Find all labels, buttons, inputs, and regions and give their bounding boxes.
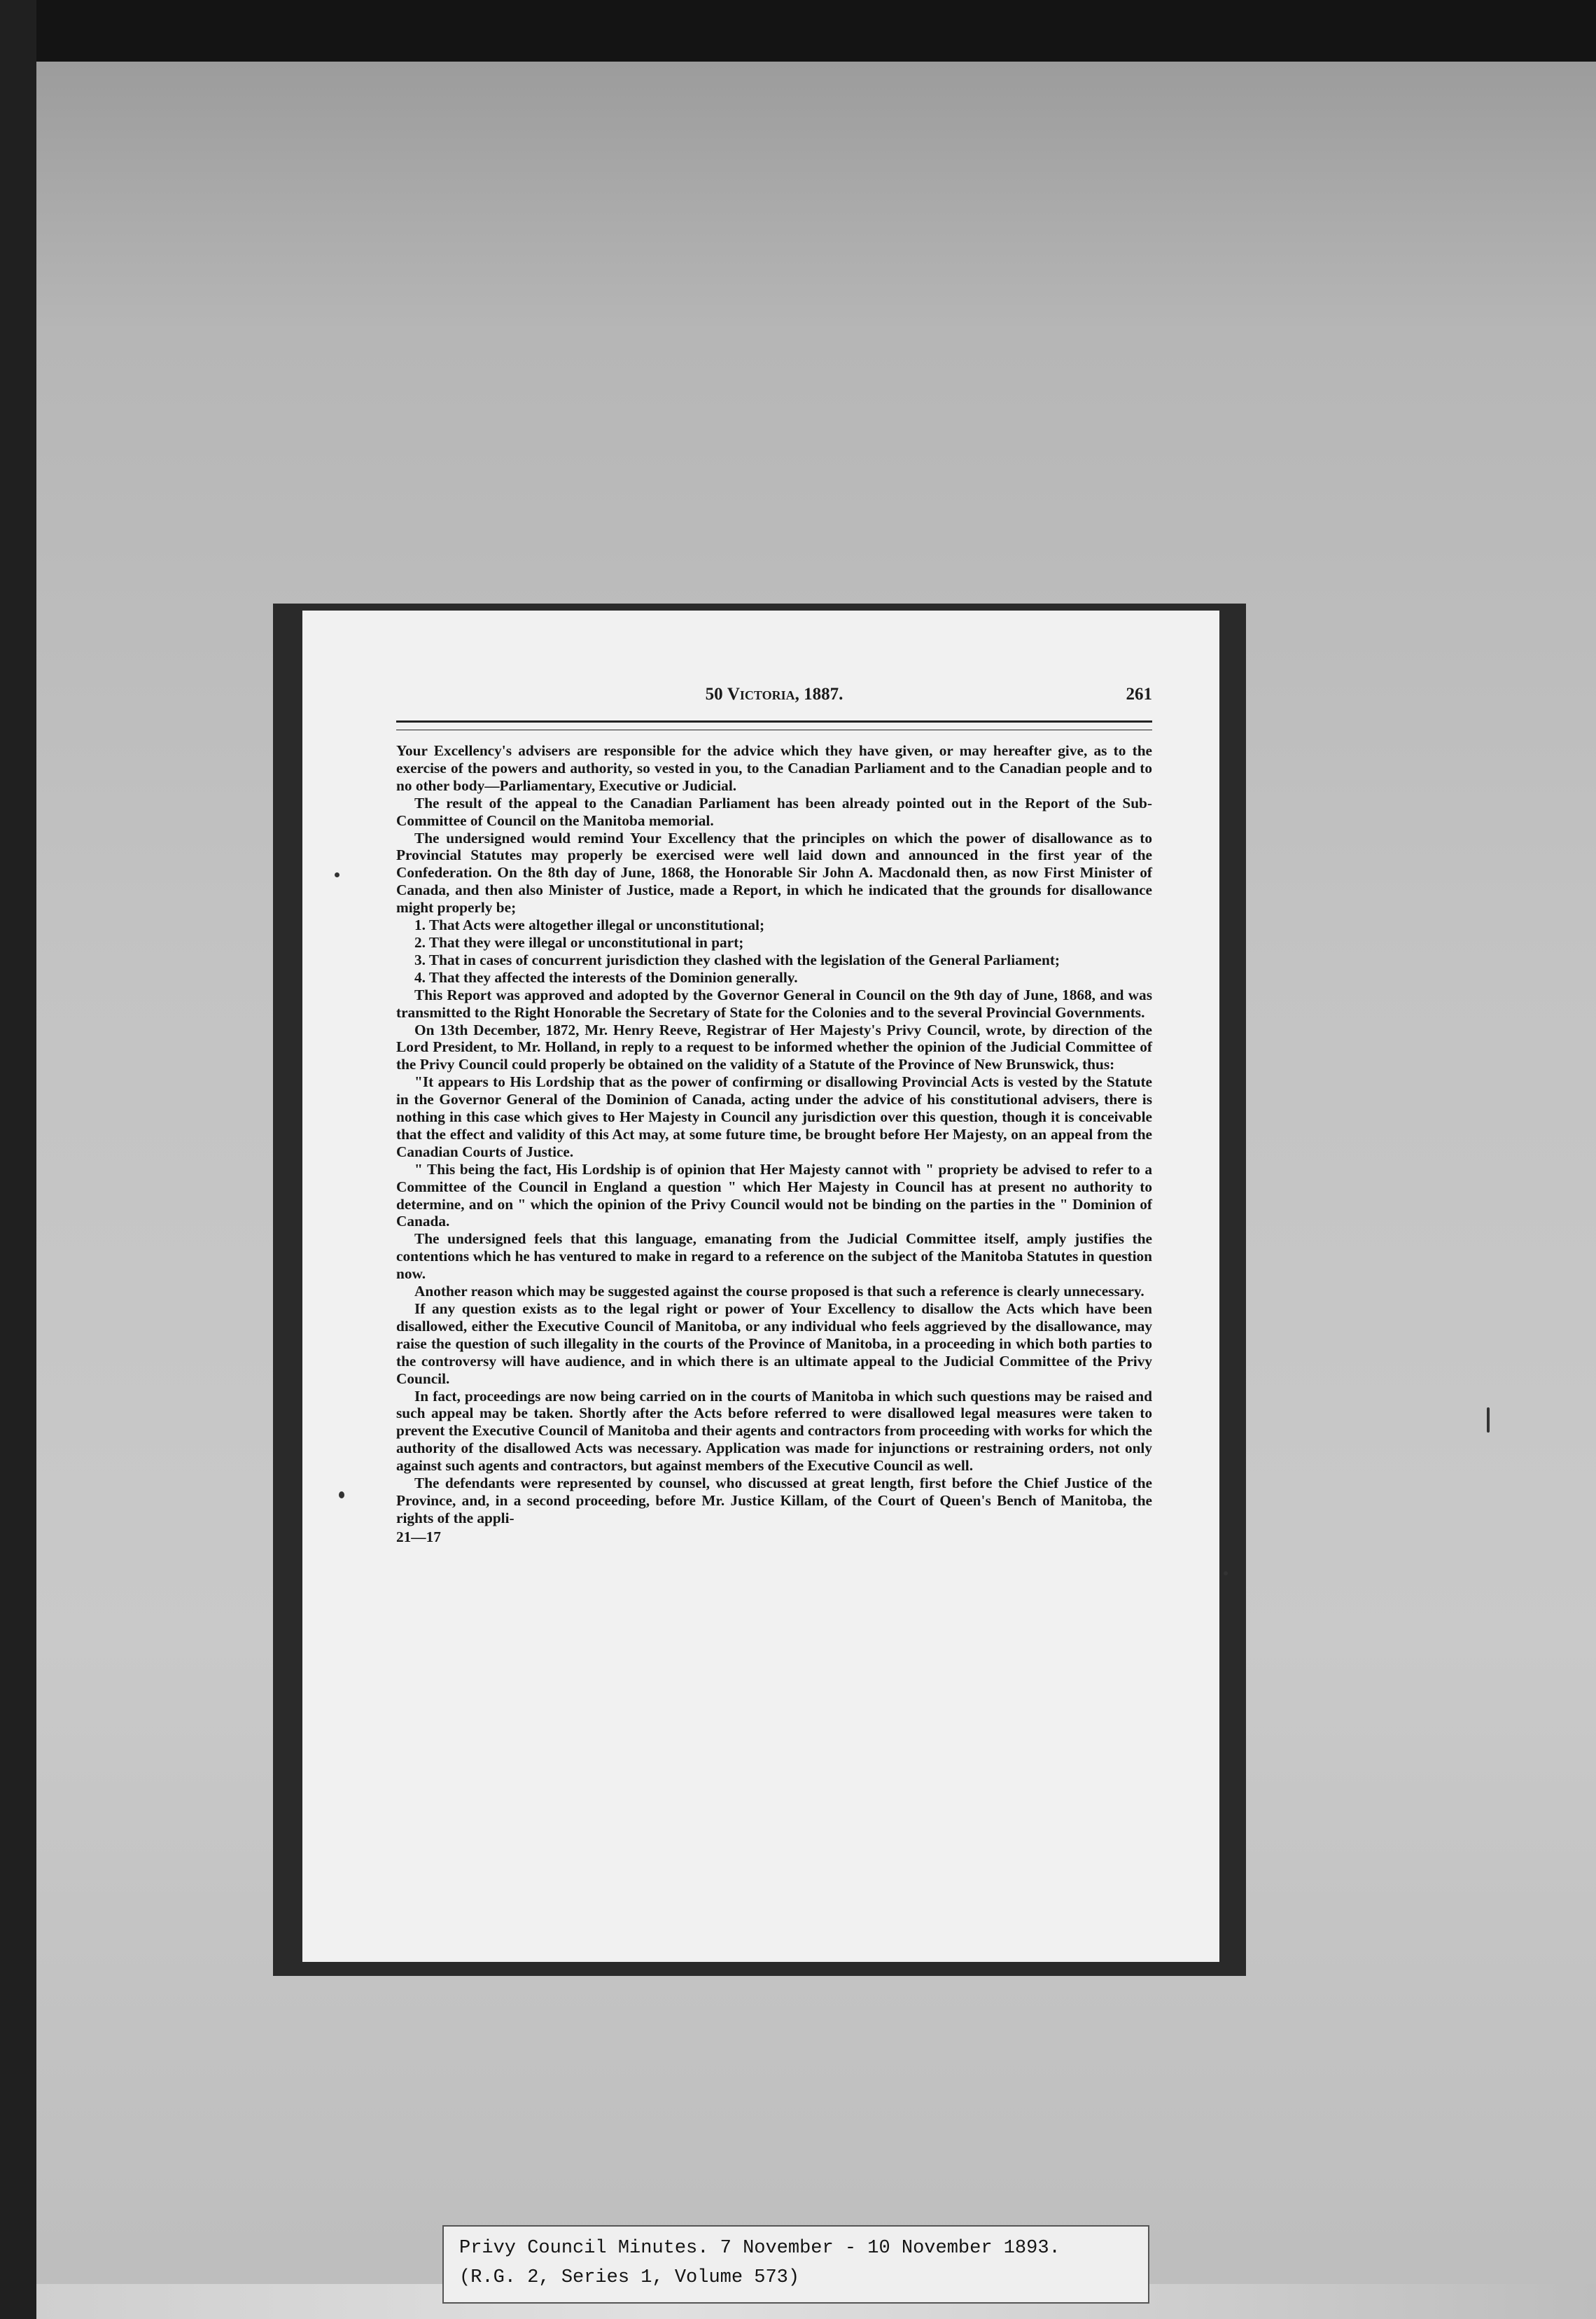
- document-page: [302, 611, 1219, 1962]
- film-speck: [1224, 1571, 1228, 1575]
- archive-label-line1: Privy Council Minutes. 7 November - 10 November 1893.: [459, 2238, 1060, 2259]
- list-item: 1. That Acts were altogether illegal or unconstitutional;: [414, 917, 765, 934]
- signature-mark: 21—17: [396, 1528, 441, 1545]
- quotation: "It appears to His Lordship that as the power of confirming or disallowing Provincial Acts is vested by the Statute in the Governor General of the Dominion of Canada, acting under the advice of his constitutional advisers, there is nothing in this case which gives to Her Majesty in Council any jurisdiction over this question, though it is conceivable that the effect and validity of this Act may, at some future time, be brought before Her Majesty, on an appeal from the Canadian Courts of Justice.: [396, 1073, 1152, 1160]
- paragraph: If any question exists as to the legal right or power of Your Excellency to disallow the Acts which have been disallowed, either the Executive Council of Manitoba, or any individual who feels aggrieved by the disallowance, may raise the question of such illegality in the courts of the Province of Manitoba, in a proceeding in which both parties to the controversy will have audience, and in which there is an ultimate appeal to the Judicial Committee of the Privy Council.: [396, 1300, 1152, 1387]
- paragraph: The result of the appeal to the Canadian Parliament has been already pointed out in the Report of the Sub-Committee of Council on the Manitoba memorial.: [396, 794, 1152, 829]
- page-number: 261: [1126, 685, 1152, 704]
- list-item: 3. That in cases of concurrent jurisdiction they clashed with the legislation of the General Parliament;: [414, 951, 1060, 968]
- film-top-edge: [0, 0, 1596, 62]
- list-item: 4. That they affected the interests of the Dominion generally.: [414, 968, 798, 986]
- reign-name: Victoria: [727, 685, 795, 704]
- running-head: [396, 685, 1152, 713]
- film-speck: [1487, 1407, 1490, 1433]
- film-speck: [335, 872, 340, 877]
- archive-label: [442, 2225, 1149, 2304]
- header-rule: [396, 720, 1152, 730]
- session-number: 50: [705, 685, 723, 704]
- archive-label-line2: (R.G. 2, Series 1, Volume 573): [459, 2267, 800, 2288]
- paragraph: In fact, proceedings are now being carried on in the courts of Manitoba in which such questions may be raised and such appeal may be taken. Shortly after the Acts before referred to were disallowed legal measures were taken to prevent the Executive Council of Manitoba and their agents and contractors from proceeding with works for which the authority of the disallowed Acts was necessary. Application was made for injunctions or restraining orders, not only against such agents and contractors, but against members of the Executive Council as well.: [396, 1387, 1152, 1475]
- paragraph: The undersigned feels that this language, emanating from the Judicial Committee itself, amply justifies the contentions which he has ventured to make in regard to a reference on the subject of the Manitoba Statutes in question now.: [396, 1230, 1152, 1283]
- paragraph: The undersigned would remind Your Excellency that the principles on which the power of disallowance as to Provincial Statutes may properly be exercised were well laid down and announced in the first year of the Confederation. On the 8th day of June, 1868, the Honorable Sir John A. Macdonald then, as now First Minister of Canada, and then also Minister of Justice, made a Report, in which he indicated that the grounds for disallowance might properly be;: [396, 829, 1152, 917]
- body-text: [396, 742, 1152, 1546]
- paragraph: The defendants were represented by counsel, who discussed at great length, first before the Chief Justice of the Province, and, in a second proceeding, before Mr. Justice Killam, of the Court of Queen's Bench of Manitoba, the rights of the appli-: [396, 1475, 1152, 1526]
- paragraph: This Report was approved and adopted by the Governor General in Council on the 9th day of June, 1868, and was transmitted to the Right Honorable the Secretary of State for the Colonies and to the several Provincial Governments.: [396, 986, 1152, 1021]
- film-speck: [339, 1491, 344, 1498]
- paragraph: Another reason which may be suggested against the course proposed is that such a reference is clearly unnecessary.: [414, 1283, 1144, 1300]
- paragraph: On 13th December, 1872, Mr. Henry Reeve, Registrar of Her Majesty's Privy Council, wrote, by direction of the Lord President, to Mr. Holland, in reply to a request to be informed whether the opinion of the Judicial Committee of the Privy Council could properly be obtained on the validity of a Statute of the Province of New Brunswick, thus:: [396, 1021, 1152, 1073]
- year: , 1887.: [794, 685, 844, 704]
- paragraph: Your Excellency's advisers are responsible for the advice which they have given, or may hereafter give, as to the exercise of the powers and authority, so vested in you, to the Canadian Parliament and to the Canadian people and to no other body—Parliamentary, Executive or Judicial.: [396, 742, 1152, 794]
- film-left-edge: [0, 0, 36, 2319]
- quotation: " This being the fact, His Lordship is of opinion that Her Majesty cannot with " propriety be advised to refer to a Committee of the Council in England a question " which Her Majesty in Council has at present no authority to determine, and on " which the opinion of the Privy Council would not be binding on the parties in the " Dominion of Canada.: [396, 1160, 1152, 1230]
- running-head-title: [396, 685, 1152, 704]
- list-item: 2. That they were illegal or unconstitutional in part;: [414, 933, 744, 951]
